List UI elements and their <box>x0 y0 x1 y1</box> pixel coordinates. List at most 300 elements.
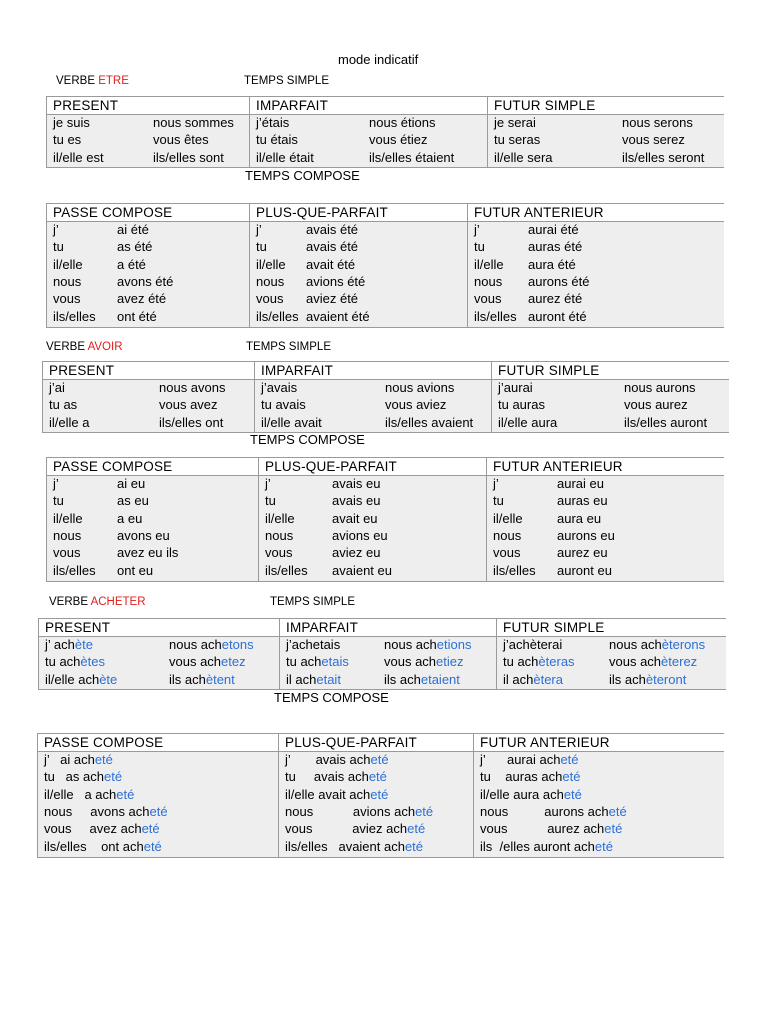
table-column <box>278 734 474 857</box>
verb-form-cell <box>622 115 693 131</box>
conjugation-cell <box>286 654 349 670</box>
table-column <box>47 458 258 581</box>
verb-form-text: vous étiez <box>369 132 428 148</box>
pronoun-text: j’avais <box>261 380 298 395</box>
pronoun-cell <box>494 132 540 148</box>
table-column <box>249 204 468 327</box>
verb-form-text: avions eu <box>332 527 388 543</box>
verb-prefix: VERBE <box>56 75 99 87</box>
conjugation-cell <box>45 654 105 670</box>
pronoun-cell <box>256 257 286 273</box>
column-header <box>250 204 468 222</box>
verb-form-text: auront eu <box>557 562 612 578</box>
verb-stem: tu ach <box>503 654 539 670</box>
column-body <box>279 752 474 857</box>
verb-form-text: as eu <box>117 493 149 509</box>
pronoun-cell <box>53 528 81 544</box>
verb-ending: eté <box>608 803 627 819</box>
verb-form-text: aviez été <box>306 291 359 307</box>
verb-form-cell <box>117 257 146 273</box>
pronoun-cell <box>493 511 523 527</box>
verb-stem: j’achetais <box>286 637 341 652</box>
table-column <box>47 97 249 167</box>
verb-ending: eté <box>103 769 123 785</box>
verb-stem: ils/elles avaient ach <box>285 838 405 854</box>
pronoun-cell <box>256 115 289 131</box>
verb-stem: j’ ach <box>45 637 75 652</box>
pronoun-cell <box>261 397 306 413</box>
column-header <box>279 734 474 752</box>
pronoun-cell <box>53 476 59 492</box>
column-body <box>255 380 492 432</box>
pronoun-text: il/elle sera <box>494 149 553 165</box>
verb-ending: ète <box>99 671 118 687</box>
conjugation-cell <box>285 839 423 855</box>
verb-ending: eté <box>149 803 168 819</box>
pronoun-text: tu <box>256 239 267 255</box>
verb-stem: nous aurons ach <box>480 803 609 819</box>
verb-form-text: auras été <box>528 239 583 255</box>
verb-stem: il ach <box>286 671 317 687</box>
conjugation-cell <box>503 654 575 670</box>
conjugation-cell <box>285 769 387 785</box>
table-column <box>473 734 724 857</box>
verb-form-cell <box>528 222 579 238</box>
pronoun-text: il/elle aura <box>498 414 558 430</box>
pronoun-text: il/elle est <box>53 149 104 165</box>
column-header <box>43 362 254 380</box>
pronoun-cell <box>53 511 83 527</box>
pronoun-cell <box>265 476 271 492</box>
pronoun-cell <box>498 380 533 396</box>
pronoun-cell <box>53 132 81 148</box>
pronoun-text: il/elle <box>265 510 295 526</box>
verb-stem: il/elle aura ach <box>480 786 564 802</box>
table-column <box>491 362 729 432</box>
verb-form-text: avions été <box>306 273 366 289</box>
verb-form-cell <box>369 115 436 131</box>
verb-form-text: a été <box>117 256 146 272</box>
verb-form-cell <box>117 222 149 238</box>
conjugation-cell <box>169 654 246 670</box>
verb-form-cell <box>117 274 173 290</box>
pronoun-cell <box>53 493 64 509</box>
pronoun-cell <box>493 476 499 492</box>
pronoun-text: il/elle a <box>49 414 90 430</box>
column-header-label: IMPARFAIT <box>286 620 359 635</box>
pronoun-cell <box>53 545 80 561</box>
verb-stem: nous ach <box>609 637 662 652</box>
verb-form-text: nous sommes <box>153 115 234 130</box>
verb-stem: il ach <box>503 671 534 687</box>
verb-form-cell <box>117 545 178 561</box>
pronoun-text: nous <box>53 527 82 543</box>
verb-ending: etez <box>221 654 246 670</box>
verb-form-cell <box>528 257 576 273</box>
pronoun-cell <box>53 563 96 579</box>
pronoun-cell <box>53 274 81 290</box>
pronoun-cell <box>53 115 90 131</box>
verb-form-cell <box>385 397 446 413</box>
verb-stem: ils ach <box>384 671 421 687</box>
pronoun-cell <box>493 528 521 544</box>
verb-form-cell <box>117 528 170 544</box>
conjugation-cell <box>384 637 471 653</box>
pronoun-text: nous <box>493 527 522 543</box>
pronoun-text: ils/elles <box>256 308 299 324</box>
verb-form-text: avez été <box>117 291 167 307</box>
pronoun-text: tu <box>53 239 64 255</box>
verb-stem: tu avais ach <box>285 769 369 785</box>
verb-ending: eté <box>141 821 160 837</box>
verb-ending: eté <box>562 769 581 785</box>
table-avoir-simple <box>42 361 729 433</box>
column-header-label: PRESENT <box>45 620 111 635</box>
verb-ending: eté <box>404 838 424 854</box>
pronoun-text: j’ <box>256 222 262 237</box>
verb-form-cell <box>332 545 380 561</box>
pronoun-cell <box>49 415 89 431</box>
pronoun-text: j’ <box>265 476 271 491</box>
verb-form-text: avait eu <box>332 510 378 526</box>
pronoun-cell <box>49 380 65 396</box>
verb-form-text: ils/elles étaient <box>369 149 455 165</box>
verb-ending: eté <box>370 786 389 802</box>
pronoun-cell <box>256 150 314 166</box>
pronoun-cell <box>474 309 517 325</box>
pronoun-cell <box>53 309 96 325</box>
verb-form-cell <box>306 274 365 290</box>
conjugation-cell <box>285 821 425 837</box>
conjugation-cell <box>286 672 341 688</box>
verb-form-cell <box>332 563 392 579</box>
verb-form-cell <box>528 291 582 307</box>
pronoun-text: j’ <box>53 476 59 491</box>
pronoun-text: tu <box>265 493 276 509</box>
column-header-label: PASSE COMPOSE <box>44 735 164 750</box>
pronoun-cell <box>498 415 557 431</box>
pronoun-text: vous <box>53 545 81 561</box>
verb-label-avoir <box>46 341 123 353</box>
conjugation-cell <box>285 787 388 803</box>
verb-prefix: VERBE <box>46 341 88 353</box>
verb-stem: ils /elles auront ach <box>480 838 595 854</box>
verb-form-text: ai été <box>117 222 149 237</box>
verb-form-text: ils/elles auront <box>624 414 708 430</box>
column-header-label: FUTUR SIMPLE <box>498 363 600 378</box>
pronoun-text: j’aurai <box>498 380 533 395</box>
column-body <box>43 380 254 432</box>
column-header <box>488 97 724 115</box>
conjugation-cell <box>384 654 464 670</box>
verb-ending: etiez <box>436 654 464 670</box>
verb-form-cell <box>528 239 582 255</box>
pronoun-text: ils/elles <box>53 562 96 578</box>
table-column <box>486 458 724 581</box>
pronoun-cell <box>265 528 293 544</box>
verb-ending: ète <box>74 637 93 652</box>
column-body <box>492 380 729 432</box>
pronoun-text: ils/elles <box>53 308 96 324</box>
verb-form-cell <box>557 545 608 561</box>
verb-form-text: vous êtes <box>153 132 209 148</box>
conjugation-cell <box>169 672 235 688</box>
verb-ending: eté <box>94 752 113 767</box>
verb-form-cell <box>528 274 589 290</box>
column-header-label: FUTUR SIMPLE <box>494 98 596 113</box>
pronoun-cell <box>256 132 298 148</box>
table-column <box>487 97 724 167</box>
pronoun-text: j’ <box>493 476 499 491</box>
column-header <box>38 734 278 752</box>
column-header-label: IMPARFAIT <box>256 98 329 113</box>
pronoun-text: nous <box>474 273 503 289</box>
verb-form-cell <box>117 511 142 527</box>
pronoun-cell <box>493 493 504 509</box>
conjugation-cell <box>503 637 562 653</box>
verb-ending: eté <box>116 786 135 802</box>
conjugation-cell <box>480 787 582 803</box>
column-header-label: PASSE COMPOSE <box>53 205 173 220</box>
verb-form-text: avez eu ils <box>117 545 179 561</box>
verb-ending: etait <box>316 671 341 687</box>
verb-label-acheter <box>49 596 146 608</box>
verb-form-cell <box>369 150 454 166</box>
pronoun-cell <box>256 239 267 255</box>
verb-form-text: auront été <box>528 308 587 324</box>
verb-stem: tu auras ach <box>480 769 563 785</box>
verb-form-cell <box>117 476 145 492</box>
column-header <box>255 362 492 380</box>
pronoun-text: j’ai <box>49 380 65 395</box>
verb-form-text: ils/elles seront <box>622 149 705 165</box>
pronoun-cell <box>498 397 545 413</box>
column-header <box>487 458 724 476</box>
conjugation-cell <box>44 804 168 820</box>
verb-stem: tu as ach <box>44 769 104 785</box>
verb-form-text: avons été <box>117 273 174 289</box>
section-label-compose: TEMPS COMPOSE <box>245 168 360 183</box>
verb-form-text: ils/elles sont <box>153 149 224 165</box>
verb-stem: j’achèterai <box>503 637 563 652</box>
verb-ending: eté <box>143 838 162 854</box>
pronoun-text: il/elle <box>256 256 286 272</box>
pronoun-cell <box>53 291 80 307</box>
column-header <box>47 204 249 222</box>
conjugation-cell <box>286 637 340 653</box>
verb-form-text: aura été <box>528 256 576 272</box>
verb-form-text: ils/elles ont <box>159 414 224 430</box>
verb-stem: j’ ai ach <box>44 752 95 767</box>
verb-form-cell <box>117 239 152 255</box>
verb-ending: èterons <box>661 637 706 652</box>
table-column <box>279 619 497 689</box>
verb-name: ETRE <box>98 75 129 87</box>
verb-stem: vous ach <box>384 654 437 670</box>
pronoun-cell <box>49 397 77 413</box>
table-etre-compose <box>46 203 724 328</box>
verb-form-cell <box>306 222 358 238</box>
table-column <box>467 204 724 327</box>
verb-stem: vous aurez ach <box>480 821 605 837</box>
verb-form-text: nous avions <box>385 380 455 395</box>
column-body <box>250 115 488 167</box>
pronoun-cell <box>53 150 104 166</box>
column-body <box>47 115 249 167</box>
verb-form-cell <box>528 309 587 325</box>
verb-form-text: avons eu <box>117 527 170 543</box>
pronoun-text: vous <box>493 545 521 561</box>
pronoun-cell <box>474 257 504 273</box>
verb-form-cell <box>306 309 370 325</box>
verb-form-text: avaient été <box>306 308 370 324</box>
pronoun-cell <box>265 545 292 561</box>
verb-form-text: ai eu <box>117 476 146 491</box>
conjugation-cell <box>169 637 254 653</box>
conjugation-cell <box>384 672 460 688</box>
pronoun-text: tu es <box>53 132 82 148</box>
column-body <box>47 476 258 581</box>
column-body <box>474 752 724 857</box>
pronoun-text: tu <box>493 493 504 509</box>
verb-form-text: aurai eu <box>557 476 604 491</box>
verb-ending: etons <box>221 637 254 652</box>
conjugation-cell <box>45 672 117 688</box>
verb-stem: vous aviez ach <box>285 821 408 837</box>
verb-form-cell <box>332 528 388 544</box>
verb-form-cell <box>117 563 153 579</box>
verb-form-cell <box>557 563 612 579</box>
column-header <box>497 619 726 637</box>
verb-form-cell <box>117 291 166 307</box>
column-header <box>492 362 729 380</box>
verb-form-cell <box>117 493 149 509</box>
table-column <box>258 458 487 581</box>
verb-stem: tu ach <box>286 654 322 670</box>
conjugation-cell <box>45 637 93 653</box>
verb-ending: etais <box>321 654 349 670</box>
pronoun-cell <box>53 239 64 255</box>
verb-ending: ètes <box>80 654 105 670</box>
pronoun-text: tu as <box>49 397 78 413</box>
column-header-label: PRESENT <box>49 363 115 378</box>
conjugation-cell <box>285 804 433 820</box>
verb-ending: etaient <box>420 671 460 687</box>
verb-form-cell <box>385 415 473 431</box>
verb-stem: il/elle a ach <box>44 786 117 802</box>
verb-form-text: avais été <box>306 222 359 237</box>
verb-label-etre <box>56 75 129 87</box>
column-header-label: FUTUR ANTERIEUR <box>480 735 610 750</box>
verb-name: AVOIR <box>87 341 123 353</box>
verb-ending: ètent <box>205 671 235 687</box>
pronoun-text: il/elle <box>493 510 523 526</box>
pronoun-text: vous <box>474 291 502 307</box>
verb-stem: ils ach <box>609 671 646 687</box>
verb-prefix: VERBE <box>49 596 91 608</box>
verb-ending: eté <box>563 786 582 802</box>
column-header <box>259 458 487 476</box>
conjugation-cell <box>480 752 579 768</box>
verb-stem: nous avions ach <box>285 803 416 819</box>
column-header <box>250 97 488 115</box>
verb-form-text: as été <box>117 239 153 255</box>
column-header-label: FUTUR ANTERIEUR <box>493 459 623 474</box>
verb-form-cell <box>622 132 685 148</box>
table-column <box>38 734 278 857</box>
pronoun-text: vous <box>256 291 284 307</box>
verb-ending: eté <box>370 752 389 767</box>
verb-form-text: avais été <box>306 239 359 255</box>
table-etre-simple <box>46 96 724 168</box>
page-title: mode indicatif <box>338 52 419 67</box>
column-body <box>38 752 278 857</box>
pronoun-cell <box>53 257 83 273</box>
pronoun-text: nous <box>256 273 285 289</box>
pronoun-cell <box>261 380 297 396</box>
verb-stem: il/elle avait ach <box>285 786 371 802</box>
verb-form-text: a eu <box>117 510 143 526</box>
pronoun-text: tu seras <box>494 132 541 148</box>
verb-ending: èterez <box>661 654 698 670</box>
verb-stem: nous ach <box>384 637 437 652</box>
verb-stem: tu ach <box>45 654 81 670</box>
column-header-label: PLUS-QUE-PARFAIT <box>256 205 388 220</box>
section-label-simple: TEMPS SIMPLE <box>244 75 329 87</box>
verb-form-cell <box>306 239 358 255</box>
verb-form-text: aviez eu <box>332 545 381 561</box>
verb-form-cell <box>332 511 378 527</box>
pronoun-text: ils/elles <box>474 308 517 324</box>
verb-form-text: vous serez <box>622 132 685 148</box>
pronoun-cell <box>265 493 276 509</box>
column-header <box>47 458 258 476</box>
verb-form-cell <box>624 397 688 413</box>
column-body <box>280 637 497 689</box>
column-header <box>280 619 497 637</box>
verb-form-text: ils/elles avaient <box>385 414 474 430</box>
verb-form-cell <box>557 476 604 492</box>
table-avoir-compose <box>46 457 724 582</box>
pronoun-cell <box>256 309 299 325</box>
pronoun-text: ils/elles <box>265 562 308 578</box>
verb-form-cell <box>159 415 223 431</box>
conjugation-cell <box>480 821 622 837</box>
table-acheter-simple <box>38 618 726 690</box>
verb-form-text: aurons été <box>528 273 590 289</box>
verb-form-text: avais eu <box>332 493 381 509</box>
section-label-simple: TEMPS SIMPLE <box>246 341 331 353</box>
table-column <box>39 619 279 689</box>
conjugation-cell <box>480 804 627 820</box>
verb-form-cell <box>153 150 224 166</box>
pronoun-text: tu auras <box>498 397 545 413</box>
verb-form-text: aurai été <box>528 222 579 237</box>
conjugation-cell <box>609 654 697 670</box>
section-label-compose: TEMPS COMPOSE <box>274 690 389 705</box>
pronoun-text: je suis <box>53 115 90 130</box>
verb-stem: ils ach <box>169 671 206 687</box>
table-column <box>496 619 726 689</box>
verb-form-cell <box>159 380 226 396</box>
pronoun-text: tu <box>53 493 64 509</box>
column-header <box>474 734 724 752</box>
verb-form-cell <box>369 132 428 148</box>
verb-stem: j’ aurai ach <box>480 752 561 767</box>
verb-stem: vous ach <box>169 654 222 670</box>
verb-stem: il/elle ach <box>45 671 100 687</box>
verb-form-text: aurez été <box>528 291 583 307</box>
